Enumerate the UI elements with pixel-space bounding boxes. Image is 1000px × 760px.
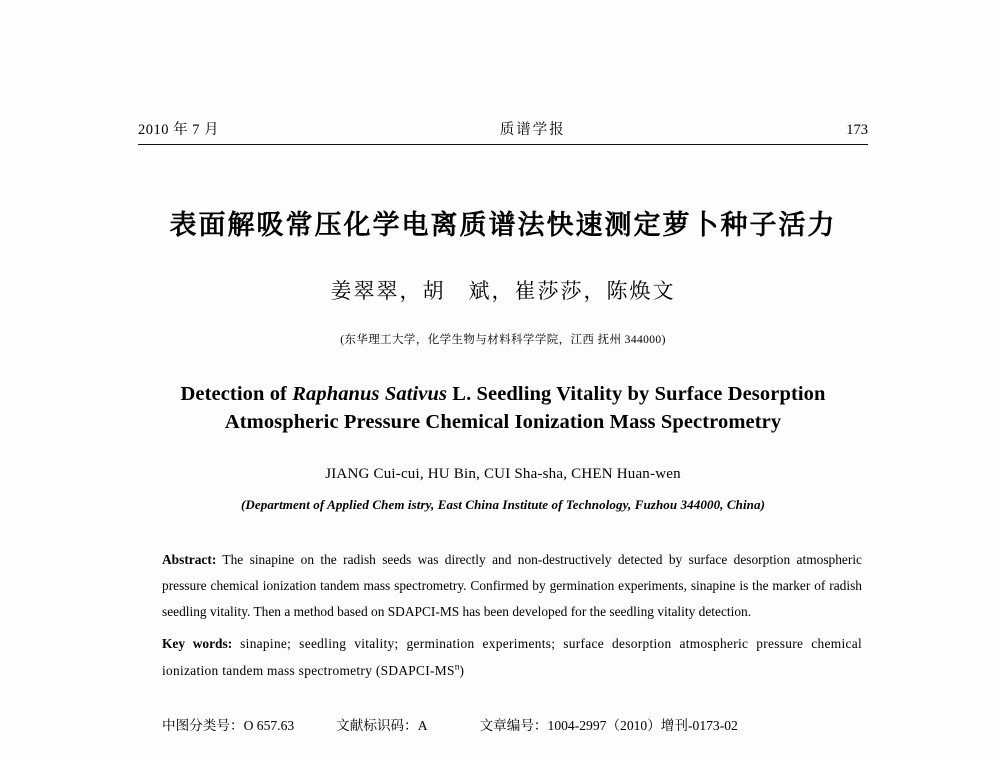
article-id-value: 1004-2997（2010）增刊-0173-02	[547, 717, 738, 733]
document-code	[336, 714, 427, 734]
english-title-line1	[138, 381, 868, 408]
english-title-post: L. Seedling Vitality by Surface Desorption	[447, 383, 826, 406]
running-head-date: 2010 年 7 月	[138, 122, 220, 138]
keywords-superscript: n	[454, 661, 460, 673]
document-code-label: 文献标识码：	[336, 717, 418, 733]
document-code-value: A	[417, 717, 428, 733]
running-head	[138, 118, 868, 145]
page-number: 173	[846, 122, 868, 138]
keywords-label: Key words:	[162, 636, 233, 652]
clc-value: O 657.63	[243, 717, 295, 733]
abstract-label: Abstract:	[162, 551, 217, 567]
running-head-journal: 质谱学报	[499, 122, 566, 138]
english-title	[138, 381, 868, 436]
english-affiliation: (Department of Applied Chem istry, East China Institute of Technology, Fuzhou 344000, China)	[240, 496, 766, 512]
english-title-pre: Detection of	[180, 383, 293, 406]
keywords-text-end: )	[459, 662, 465, 678]
english-title-species: Raphanus Sativus	[292, 383, 448, 406]
chinese-authors: 姜翠翠，胡 斌，崔莎莎，陈焕文	[330, 279, 676, 304]
clc-label: 中图分类号：	[162, 717, 244, 733]
english-authors: JIANG Cui-cui, HU Bin, CUI Sha-sha, CHEN Huan-wen	[325, 465, 681, 482]
article-id	[480, 714, 738, 734]
english-title-line2: Atmospheric Pressure Chemical Ionization Mass Spectrometry	[224, 410, 782, 433]
page-content	[138, 118, 868, 734]
abstract-paragraph	[138, 547, 868, 625]
classification-row	[138, 714, 868, 734]
keywords-text: sinapine; seedling vitality; germination experiments; surface desorption atmospheric pressure chemical ionization tandem mass spectrometry (SDAPCI-MS	[162, 636, 862, 678]
keywords-paragraph	[138, 631, 868, 683]
abstract-text: The sinapine on the radish seeds was directly and non-destructively detected by surface desorption atmospheric pressure chemical ionization tandem mass spectrometry. Confirmed by germination experiments, sinapine is the marker of radish seedling vitality. Then a method based on SDAPCI-MS has been developed for the seedling vitality detection.	[162, 551, 862, 620]
clc-number	[162, 714, 294, 734]
article-id-label: 文章编号：	[479, 717, 548, 733]
chinese-affiliation: (东华理工大学，化学生物与材料科学学院，江西 抚州 344000)	[340, 334, 666, 347]
chinese-title: 表面解吸常压化学电离质谱法快速测定萝卜种子活力	[169, 210, 837, 240]
